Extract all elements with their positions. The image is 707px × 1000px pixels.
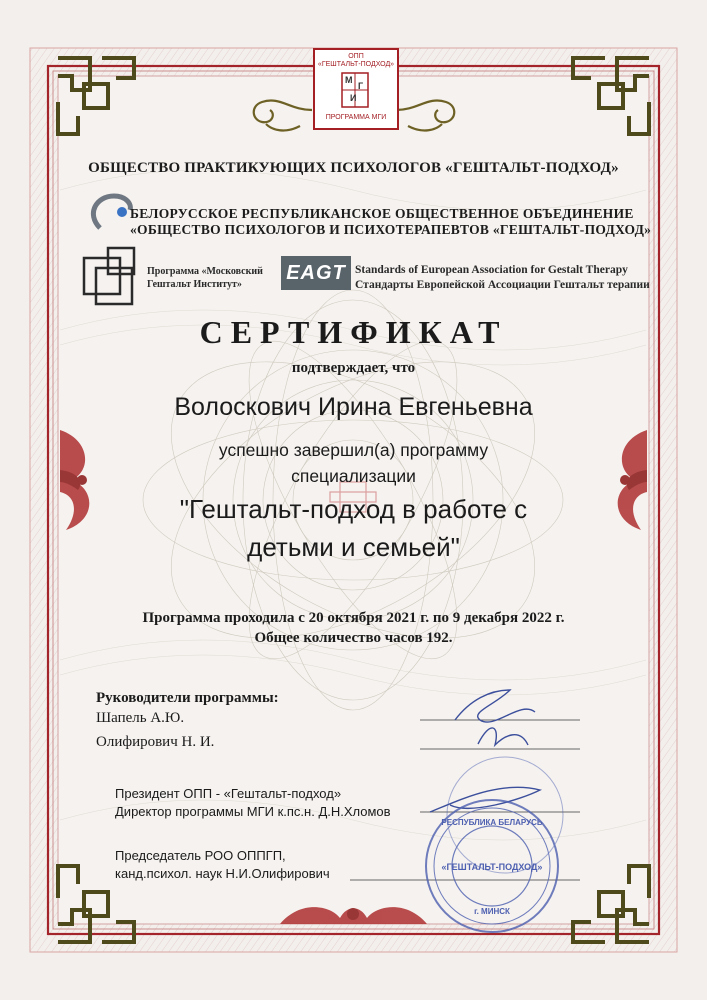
stamp-outer-text: РЕСПУБЛИКА БЕЛАРУСЬ [441,818,543,827]
leader2-name: Олифирович Н. И. [96,734,215,750]
president-line2: Директор программы МГИ к.пс.н. Д.Н.Хломов [115,804,391,819]
opp-logo [313,48,399,130]
org-main-title: ОБЩЕСТВО ПРАКТИКУЮЩИХ ПСИХОЛОГОВ «ГЕШТАЛЬТ-ПОДХОД» [88,160,619,176]
leaders-heading: Руководители программы: [96,690,279,706]
confirms-text: подтверждает, что [291,360,416,376]
president-line1: Президент ОПП - «Гештальт-подход» [115,786,342,801]
logo-letter-i: И [350,93,357,103]
logo-letter-m: М [345,75,353,85]
leader1-name: Шапель А.Ю. [96,710,185,726]
logo-letter-g: Г [358,81,364,91]
org-eagt-line2: Стандарты Европейской Ассоциации Гештальт терапии [355,279,650,291]
logo-line2: «ГЕШТАЛЬТ-ПОДХОД» [317,61,395,68]
logo-mark-letters [341,75,371,105]
logo-line3: ПРОГРАММА МГИ [325,114,387,121]
program-title-line1: "Гештальт-подход в работе с [179,494,528,524]
org-belarus-line2: «ОБЩЕСТВО ПСИХОЛОГОВ И ПСИХОТЕРАПЕВТОВ «ГЕШТАЛЬТ-ПОДХОД» [130,222,652,237]
bottom-ornament [280,907,427,924]
completed-line1: успешно завершил(а) программу [218,440,489,460]
logo-line1: ОПП [348,53,364,60]
stamp-center-text: «ГЕШТАЛЬТ-ПОДХОД» [441,862,543,872]
chair-line2: канд.психол. наук Н.И.Олифирович [115,866,330,881]
certificate-title: СЕРТИФИКАТ [199,314,508,350]
org-belarus-line1: БЕЛОРУССКОЕ РЕСПУБЛИКАНСКОЕ ОБЩЕСТВЕННОЕ ОБЪЕДИНЕНИЕ [130,206,634,221]
chair-line1: Председатель РОО ОППГП, [115,848,286,863]
program-period: Программа проходила с 20 октября 2021 г. по 9 декабря 2022 г. [142,610,565,626]
recipient-name: Волоскович Ирина Евгеньевна [174,393,533,421]
org-mgi-line2: Гештальт Институт» [147,279,242,290]
stamp-city-text: г. МИНСК [474,907,510,916]
program-hours: Общее количество часов 192. [254,630,453,646]
completed-line2: специализации [291,466,416,486]
org-eagt-line1: Standards of European Association for Gestalt Therapy [355,264,628,276]
program-title-line2: детьми и семьей" [247,532,460,562]
org-mgi-line1: Программа «Московский [147,266,263,277]
eagt-logo: EAGT [281,256,351,290]
